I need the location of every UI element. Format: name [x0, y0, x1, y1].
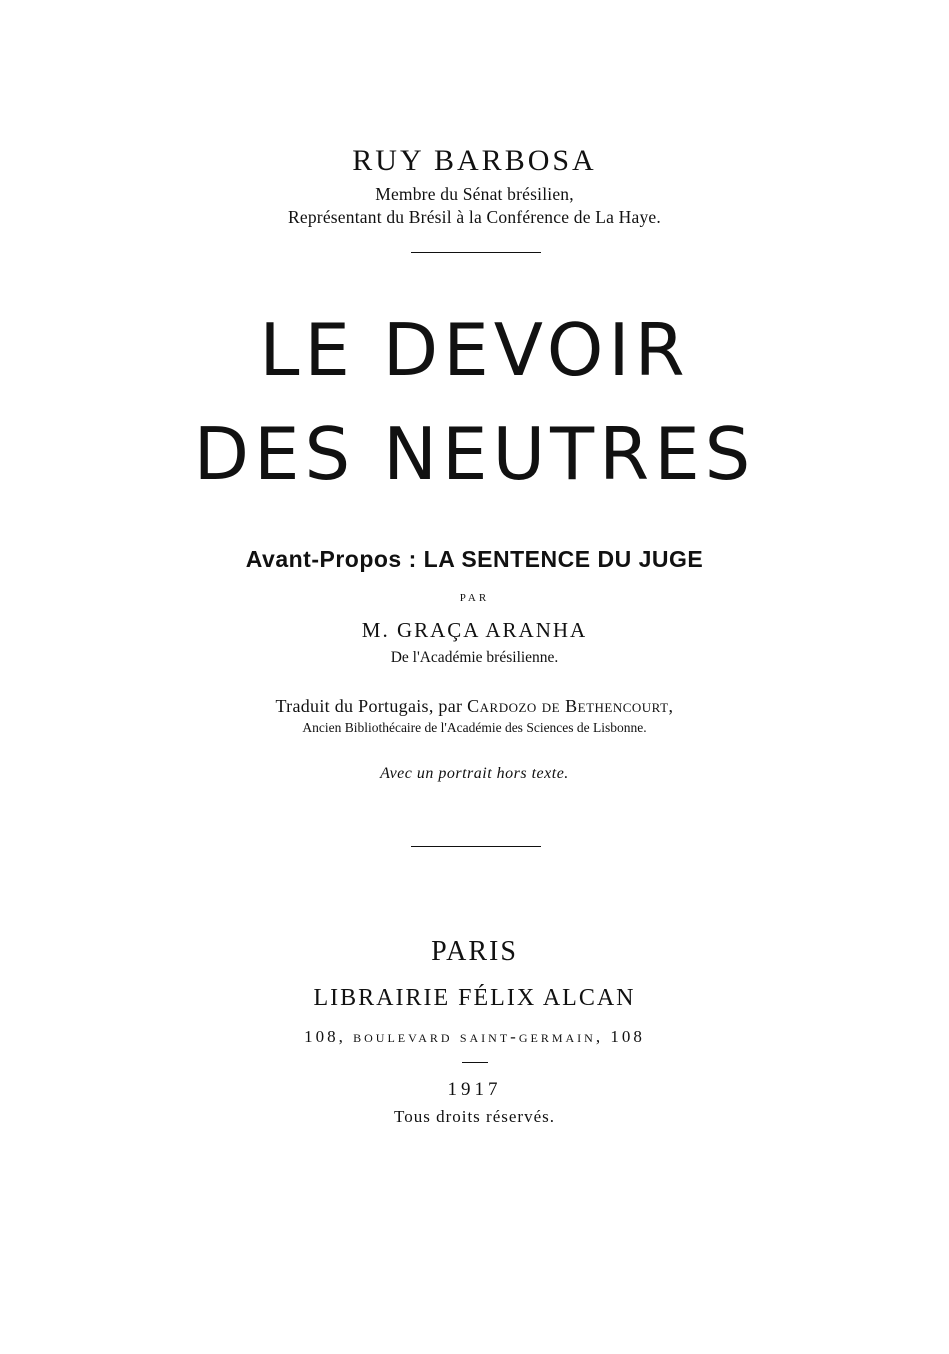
- prefacer-role: De l'Académie brésilienne.: [390, 649, 559, 666]
- author-role-senate: Membre du Sénat brésilien,: [375, 184, 574, 204]
- translation-prefix: Traduit du Portugais, par: [275, 696, 468, 716]
- author-role-hague: Représentant du Brésil à la Conférence de La Haye.: [288, 207, 661, 227]
- divider-bottom: [411, 846, 541, 847]
- author-name: RUY BARBOSA: [352, 144, 597, 177]
- translation-credit: [0, 697, 949, 715]
- title-line-2: DES NEUTRES: [193, 412, 756, 496]
- imprint-year: 1917: [447, 1079, 502, 1100]
- prefacer-name: M. GRAÇA ARANHA: [361, 618, 588, 642]
- portrait-note: Avec un portrait hors texte.: [380, 765, 569, 782]
- imprint-city: PARIS: [431, 936, 518, 967]
- imprint-address: 108, boulevard saint-germain, 108: [304, 1027, 645, 1046]
- divider-short: [462, 1062, 488, 1063]
- translator-role: Ancien Bibliothécaire de l'Académie des Sciences de Lisbonne.: [302, 720, 647, 735]
- divider-top: [411, 252, 541, 253]
- translator-name: Cardozo de Bethencourt,: [467, 696, 674, 716]
- by-label: PAR: [459, 592, 490, 604]
- subtitle: Avant-Propos : LA SENTENCE DU JUGE: [245, 546, 704, 572]
- title-line-1: LE DEVOIR: [259, 308, 690, 392]
- imprint-publisher: LIBRAIRIE FÉLIX ALCAN: [313, 985, 636, 1011]
- imprint-rights: Tous droits réservés.: [394, 1107, 555, 1126]
